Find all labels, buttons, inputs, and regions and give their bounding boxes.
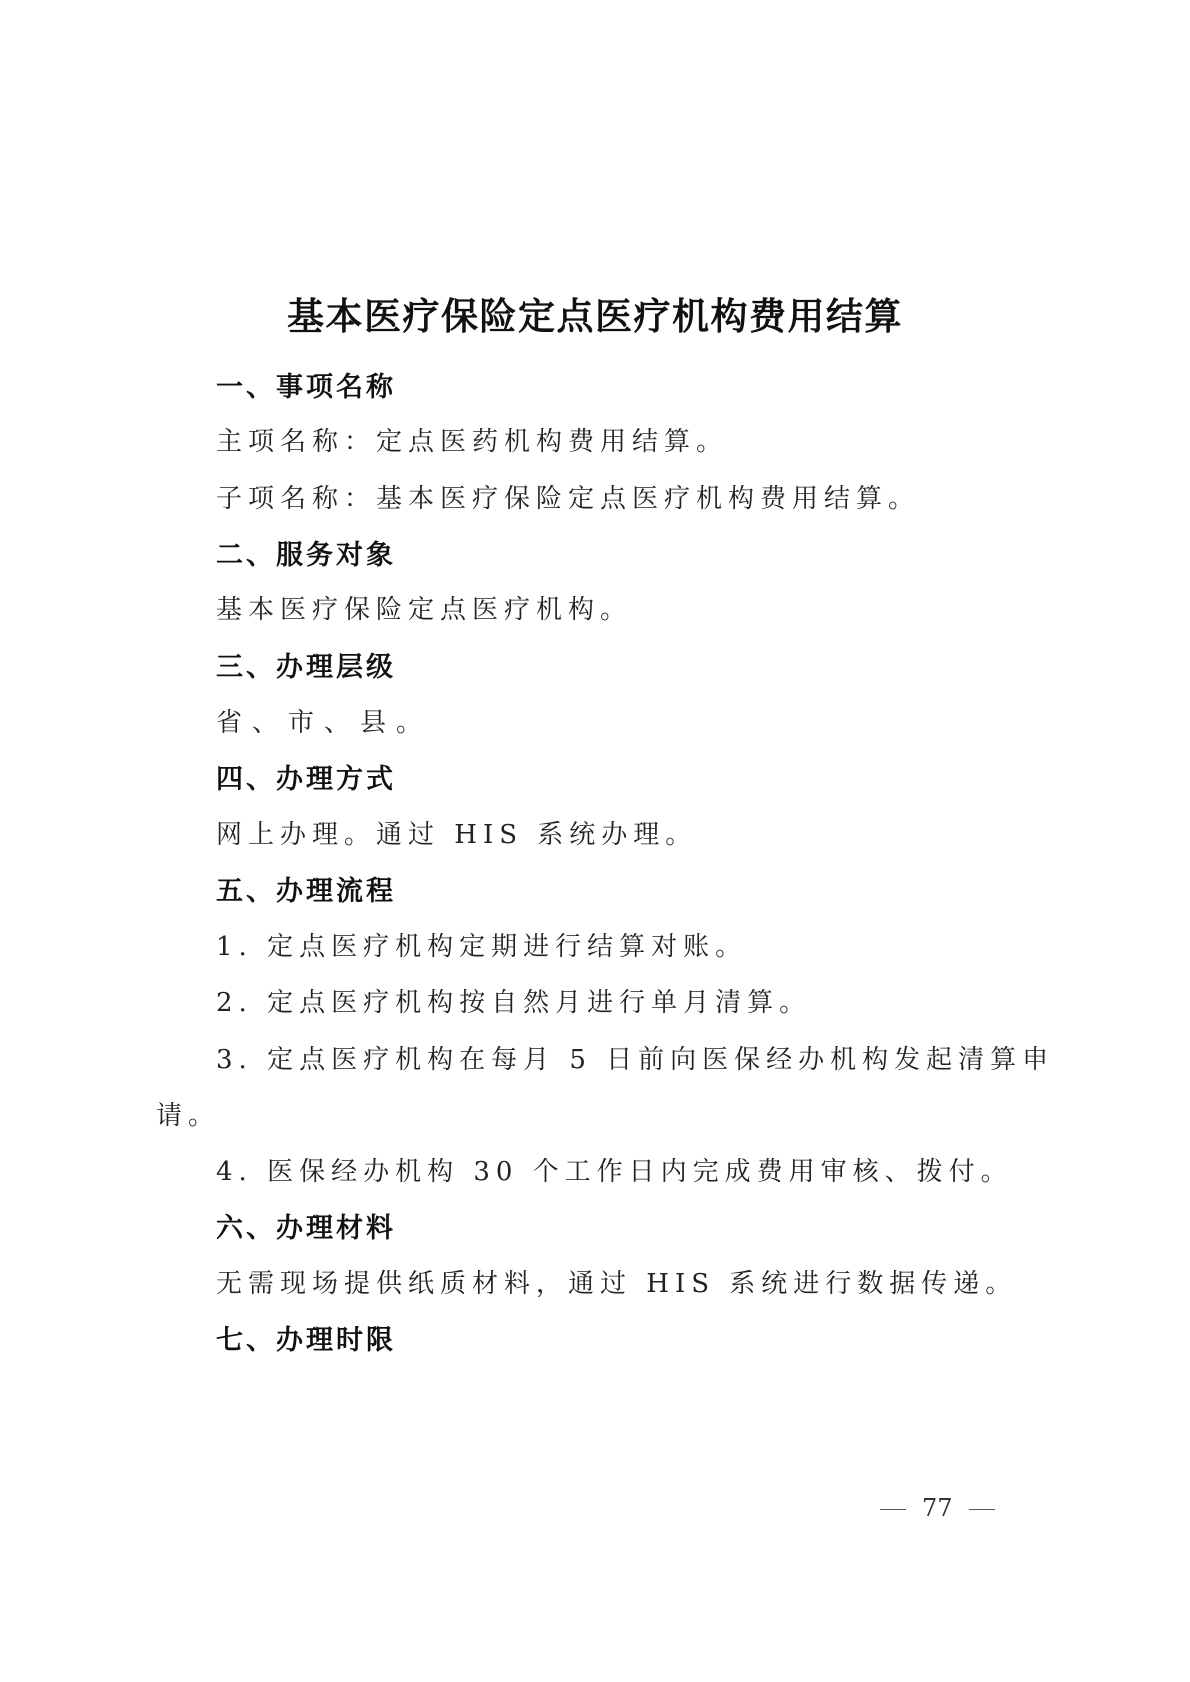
- sub-item-name-text: 子项名称：基本医疗保险定点医疗机构费用结算。: [216, 484, 921, 514]
- page-number-footer: [880, 1490, 995, 1526]
- handling-method-text: 网上办理。通过 HIS 系统办理。: [216, 820, 698, 850]
- process-step-3: 3. 定点医疗机构在每月 5 日前向医保经办机构发起清算申: [216, 1045, 1055, 1075]
- process-step-4: 4. 医保经办机构 30 个工作日内完成费用审核、拨付。: [216, 1157, 1013, 1187]
- section-heading-handling-process: 五、办理流程: [216, 876, 396, 907]
- process-step-1: 1. 定点医疗机构定期进行结算对账。: [216, 932, 748, 962]
- section-heading-time-limit: 七、办理时限: [216, 1325, 396, 1356]
- service-target-text: 基本医疗保险定点医疗机构。: [216, 595, 633, 625]
- handling-level-text: 省、市、县。: [216, 708, 433, 738]
- process-step-2: 2. 定点医疗机构按自然月进行单月清算。: [216, 988, 812, 1018]
- document-title: 基本医疗保险定点医疗机构费用结算: [287, 295, 903, 338]
- materials-text: 无需现场提供纸质材料，通过 HIS 系统进行数据传递。: [216, 1269, 1018, 1299]
- section-heading-handling-method: 四、办理方式: [216, 764, 396, 795]
- section-heading-materials: 六、办理材料: [216, 1213, 396, 1244]
- section-heading-item-name: 一、事项名称: [216, 372, 396, 403]
- process-step-3-continuation: 请。: [156, 1101, 221, 1131]
- section-heading-handling-level: 三、办理层级: [216, 652, 396, 683]
- footer-left-dash: [880, 1509, 906, 1510]
- page-number: 77: [922, 1494, 953, 1522]
- footer-right-dash: [969, 1509, 995, 1510]
- section-heading-service-target: 二、服务对象: [216, 540, 396, 571]
- main-item-name-text: 主项名称：定点医药机构费用结算。: [216, 427, 729, 457]
